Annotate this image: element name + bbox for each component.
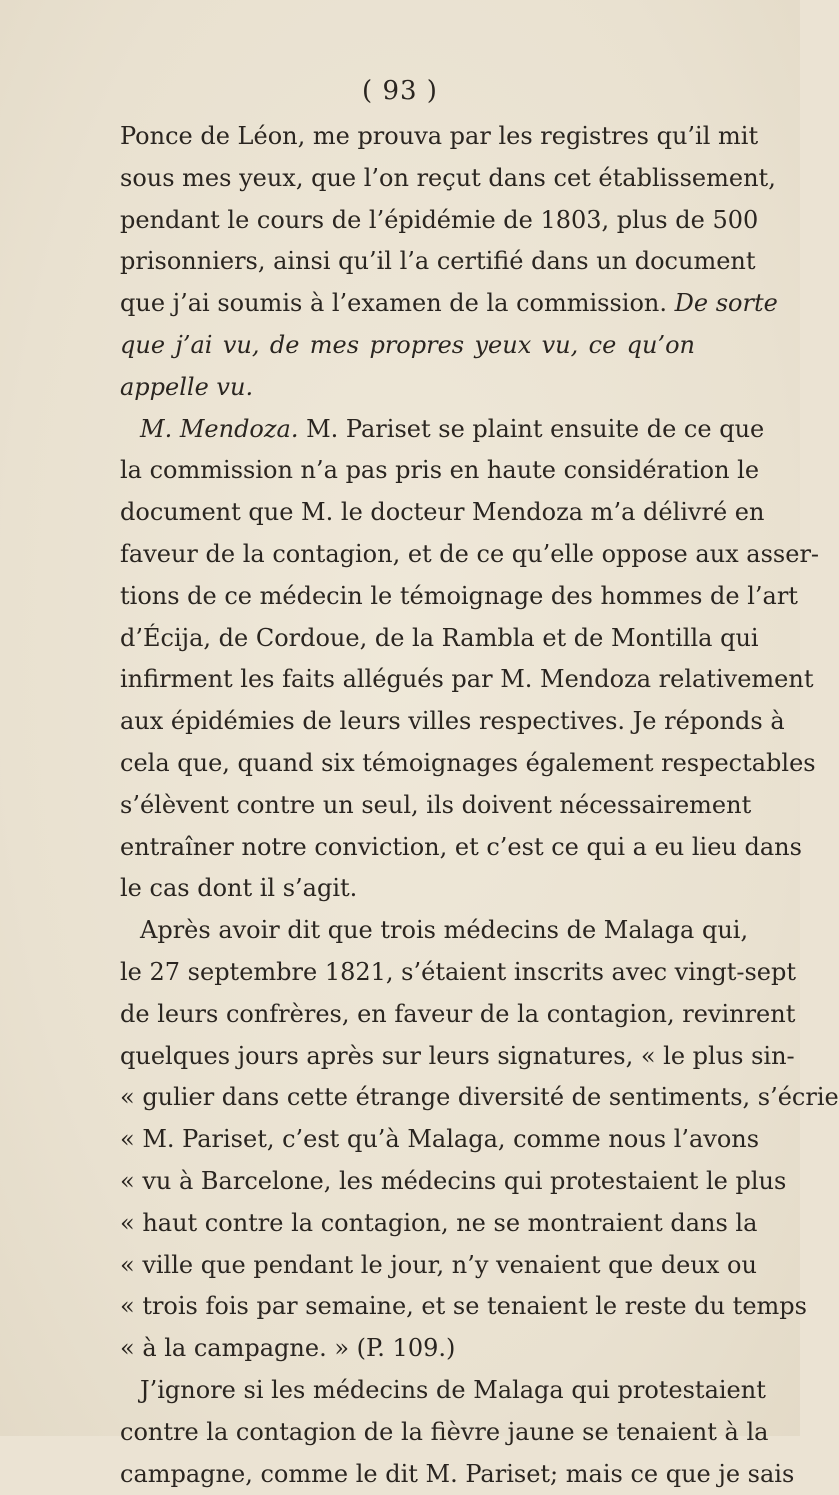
text-line: que j’ai soumis à l’examen de la commission. De sorte [120,283,695,325]
italic-phrase: De sorte [675,289,778,317]
quote-line: « trois fois par semaine, et se tenaient le reste du temps [120,1286,695,1328]
italic-phrase: appelle vu. [120,373,253,401]
paragraph-start-line: J’ignore si les médecins de Malaga qui protestaient [120,1370,695,1412]
quote-line: « gulier dans cette étrange diversité de sentiments, s’écrie [120,1077,695,1119]
text-line: la commission n’a pas pris en haute considération le [120,450,695,492]
body-text [120,116,695,1495]
text-line [120,367,695,409]
quote-line: « vu à Barcelone, les médecins qui protestaient le plus [120,1161,695,1203]
text-line: pendant le cours de l’épidémie de 1803, plus de 500 [120,200,695,242]
text-line: d’Écija, de Cordoue, de la Rambla et de Montilla qui [120,618,695,660]
quote-line: « haut contre la contagion, ne se montraient dans la [120,1203,695,1245]
text-line: de leurs confrères, en faveur de la contagion, revinrent [120,994,695,1036]
text-line: document que M. le docteur Mendoza m’a délivré en [120,492,695,534]
quote-line: « ville que pendant le jour, n’y venaient que deux ou [120,1245,695,1287]
text-line: infirment les faits allégués par M. Mendoza relativement [120,659,695,701]
text-line: tions de ce médecin le témoignage des hommes de l’art [120,576,695,618]
text-line: le cas dont il s’agit. [120,868,695,910]
text-line: faveur de la contagion, et de ce qu’elle oppose aux asser- [120,534,695,576]
text-line: entraîner notre conviction, et c’est ce qui a eu lieu dans [120,827,695,869]
speaker-name: M. Mendoza. [140,415,298,443]
text-line: s’élèvent contre un seul, ils doivent nécessairement [120,785,695,827]
text-line: aux épidémies de leurs villes respectives. Je réponds à [120,701,695,743]
text-line: campagne, comme le dit M. Pariset; mais ce que je sais [120,1454,695,1495]
paragraph-start-line: Après avoir dit que trois médecins de Malaga qui, [120,910,695,952]
text-line: Ponce de Léon, me prouva par les registres qu’il mit [120,116,695,158]
quote-line: « à la campagne. » (P. 109.) [120,1328,695,1370]
text-line: contre la contagion de la fièvre jaune se tenaient à la [120,1412,695,1454]
paragraph-start-line: M. Mendoza. M. Pariset se plaint ensuite de ce que [120,409,695,451]
text-line: cela que, quand six témoignages également respectables [120,743,695,785]
italic-phrase: que j’ai vu, de mes propres yeux vu, ce qu’on [120,331,695,359]
text-line: le 27 septembre 1821, s’étaient inscrits avec vingt-sept [120,952,695,994]
text-line: prisonniers, ainsi qu’il l’a certifié dans un document [120,241,695,283]
quote-line: « M. Pariset, c’est qu’à Malaga, comme nous l’avons [120,1119,695,1161]
text-line: sous mes yeux, que l’on reçut dans cet établissement, [120,158,695,200]
text-line [120,325,695,367]
text-line: quelques jours après sur leurs signatures, « le plus sin- [120,1036,695,1078]
page-number: ( 93 ) [0,76,800,106]
